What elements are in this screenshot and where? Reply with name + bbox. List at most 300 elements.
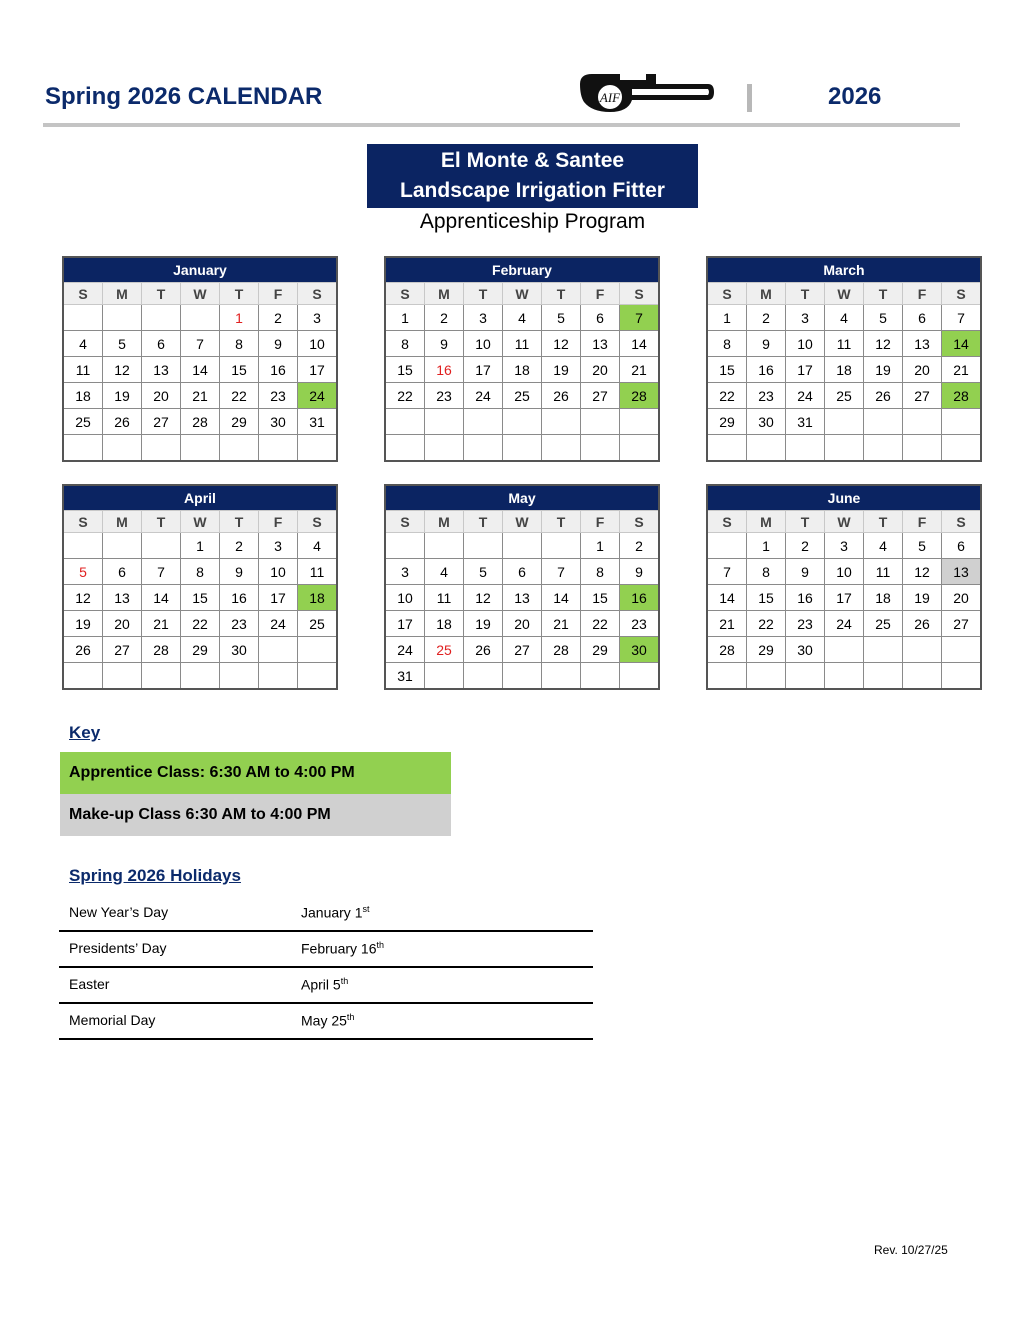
month-calendar-june <box>706 484 982 690</box>
empty-day-cell <box>903 409 942 435</box>
weekday-header: T <box>542 283 581 305</box>
empty-day-cell <box>747 663 786 690</box>
day-cell: 16 <box>786 585 825 611</box>
day-cell: 19 <box>63 611 103 637</box>
day-cell: 14 <box>707 585 747 611</box>
holiday-row <box>59 968 593 1004</box>
day-cell: 11 <box>825 331 864 357</box>
holiday-name: New Year’s Day <box>69 904 169 920</box>
day-cell: 28 <box>542 637 581 663</box>
empty-day-cell <box>142 305 181 331</box>
class-day-cell: 18 <box>298 585 338 611</box>
day-cell: 12 <box>864 331 903 357</box>
empty-day-cell <box>747 435 786 462</box>
day-cell: 4 <box>864 533 903 559</box>
program-location: El Monte & Santee <box>440 149 625 172</box>
day-cell: 15 <box>181 585 220 611</box>
day-cell: 4 <box>425 559 464 585</box>
weekday-header: T <box>142 511 181 533</box>
day-cell: 5 <box>903 533 942 559</box>
empty-day-cell <box>864 663 903 690</box>
month-calendar-march <box>706 256 982 462</box>
day-cell: 2 <box>747 305 786 331</box>
month-calendar-january <box>62 256 338 462</box>
day-cell: 1 <box>385 305 425 331</box>
key-apprentice-class: Apprentice Class: 6:30 AM to 4:00 PM <box>60 752 451 794</box>
day-cell: 19 <box>542 357 581 383</box>
day-cell: 11 <box>425 585 464 611</box>
day-cell: 18 <box>425 611 464 637</box>
week-row <box>707 305 981 331</box>
program-title-box <box>367 144 698 208</box>
day-cell: 19 <box>864 357 903 383</box>
day-cell: 16 <box>747 357 786 383</box>
day-cell: 20 <box>142 383 181 409</box>
weekday-header: T <box>786 283 825 305</box>
day-cell: 20 <box>103 611 142 637</box>
day-cell: 25 <box>864 611 903 637</box>
day-cell: 2 <box>220 533 259 559</box>
empty-day-cell <box>464 533 503 559</box>
day-cell: 17 <box>825 585 864 611</box>
header-year: 2026 <box>828 83 882 110</box>
pipe-wrench-logo <box>576 70 716 121</box>
day-cell: 10 <box>259 559 298 585</box>
empty-day-cell <box>298 637 338 663</box>
holiday-day-cell: 1 <box>220 305 259 331</box>
day-cell: 17 <box>259 585 298 611</box>
empty-day-cell <box>825 435 864 462</box>
week-row <box>385 585 659 611</box>
day-cell: 31 <box>298 409 338 435</box>
weekday-header: M <box>425 511 464 533</box>
weekday-header: S <box>620 283 660 305</box>
day-cell: 30 <box>786 637 825 663</box>
date-ordinal-suffix: st <box>362 904 370 914</box>
day-cell: 21 <box>181 383 220 409</box>
day-cell: 23 <box>425 383 464 409</box>
day-cell: 11 <box>63 357 103 383</box>
date-ordinal-suffix: th <box>376 940 384 950</box>
week-row <box>63 331 337 357</box>
day-cell: 12 <box>464 585 503 611</box>
empty-day-cell <box>425 533 464 559</box>
day-cell: 14 <box>181 357 220 383</box>
holiday-name: Easter <box>69 976 110 992</box>
day-cell: 25 <box>503 383 542 409</box>
month-calendar-february <box>384 256 660 462</box>
day-cell: 29 <box>581 637 620 663</box>
day-cell: 20 <box>942 585 982 611</box>
week-row <box>63 409 337 435</box>
day-cell: 11 <box>503 331 542 357</box>
weekday-header: T <box>864 283 903 305</box>
day-cell: 12 <box>903 559 942 585</box>
day-cell: 13 <box>142 357 181 383</box>
week-row <box>385 305 659 331</box>
day-cell: 21 <box>707 611 747 637</box>
empty-day-cell <box>620 663 660 690</box>
empty-day-cell <box>864 637 903 663</box>
week-row <box>707 533 981 559</box>
day-cell: 24 <box>825 611 864 637</box>
day-cell: 8 <box>181 559 220 585</box>
weekday-header: T <box>220 283 259 305</box>
day-cell: 29 <box>707 409 747 435</box>
day-cell: 21 <box>620 357 660 383</box>
empty-day-cell <box>142 435 181 462</box>
empty-day-cell <box>181 435 220 462</box>
holiday-date: February 16th <box>301 940 384 957</box>
class-day-cell: 24 <box>298 383 338 409</box>
date-ordinal-suffix: th <box>340 976 349 986</box>
empty-day-cell <box>259 435 298 462</box>
week-row <box>385 611 659 637</box>
empty-day-cell <box>825 637 864 663</box>
week-row <box>63 637 337 663</box>
empty-day-cell <box>864 435 903 462</box>
empty-day-cell <box>142 533 181 559</box>
day-cell: 27 <box>581 383 620 409</box>
class-day-cell: 28 <box>942 383 982 409</box>
day-cell: 23 <box>259 383 298 409</box>
program-subtitle: Apprenticeship Program <box>419 210 646 233</box>
empty-day-cell <box>786 435 825 462</box>
week-row <box>63 383 337 409</box>
weekday-header: S <box>385 511 425 533</box>
empty-day-cell <box>63 533 103 559</box>
month-name: May <box>385 485 659 511</box>
weekday-header: W <box>181 283 220 305</box>
day-cell: 7 <box>142 559 181 585</box>
weekday-header: S <box>298 283 338 305</box>
day-cell: 10 <box>464 331 503 357</box>
svg-text:AIF: AIF <box>599 90 621 105</box>
weekday-header: T <box>542 511 581 533</box>
day-cell: 12 <box>63 585 103 611</box>
month-calendar-april <box>62 484 338 690</box>
week-row <box>63 533 337 559</box>
empty-day-cell <box>385 435 425 462</box>
weekday-header: M <box>103 283 142 305</box>
empty-day-cell <box>425 409 464 435</box>
day-cell: 15 <box>220 357 259 383</box>
week-row <box>63 357 337 383</box>
class-day-cell: 7 <box>620 305 660 331</box>
week-row <box>707 435 981 462</box>
month-name: March <box>707 257 981 283</box>
day-cell: 23 <box>747 383 786 409</box>
day-cell: 11 <box>298 559 338 585</box>
empty-day-cell <box>259 663 298 690</box>
day-cell: 26 <box>103 409 142 435</box>
day-cell: 30 <box>747 409 786 435</box>
day-cell: 27 <box>103 637 142 663</box>
class-day-cell: 28 <box>620 383 660 409</box>
day-cell: 6 <box>503 559 542 585</box>
empty-day-cell <box>103 305 142 331</box>
day-cell: 15 <box>747 585 786 611</box>
holiday-day-cell: 25 <box>425 637 464 663</box>
day-cell: 29 <box>747 637 786 663</box>
day-cell: 16 <box>259 357 298 383</box>
empty-day-cell <box>942 409 982 435</box>
weekday-header: F <box>259 511 298 533</box>
day-cell: 14 <box>542 585 581 611</box>
empty-day-cell <box>581 409 620 435</box>
day-cell: 29 <box>220 409 259 435</box>
class-day-cell: 16 <box>620 585 660 611</box>
holiday-date: April 5th <box>301 976 349 993</box>
day-cell: 5 <box>864 305 903 331</box>
empty-day-cell <box>864 409 903 435</box>
empty-day-cell <box>181 305 220 331</box>
weekday-header: S <box>63 283 103 305</box>
day-cell: 20 <box>903 357 942 383</box>
empty-day-cell <box>786 663 825 690</box>
weekday-header: S <box>707 511 747 533</box>
empty-day-cell <box>825 663 864 690</box>
week-row <box>63 611 337 637</box>
empty-day-cell <box>103 663 142 690</box>
day-cell: 23 <box>220 611 259 637</box>
day-cell: 30 <box>220 637 259 663</box>
empty-day-cell <box>425 435 464 462</box>
day-cell: 1 <box>707 305 747 331</box>
day-cell: 1 <box>581 533 620 559</box>
week-row <box>63 435 337 462</box>
day-cell: 9 <box>220 559 259 585</box>
empty-day-cell <box>620 409 660 435</box>
weekday-header: T <box>464 511 503 533</box>
empty-day-cell <box>464 435 503 462</box>
day-cell: 24 <box>464 383 503 409</box>
day-cell: 8 <box>220 331 259 357</box>
weekday-header: S <box>63 511 103 533</box>
week-row <box>63 663 337 690</box>
weekday-header: S <box>707 283 747 305</box>
class-day-cell: 30 <box>620 637 660 663</box>
weekday-header: T <box>220 511 259 533</box>
date-ordinal-suffix: th <box>346 1012 355 1022</box>
day-cell: 19 <box>464 611 503 637</box>
week-row <box>63 559 337 585</box>
week-row <box>707 611 981 637</box>
day-cell: 26 <box>542 383 581 409</box>
holiday-day-cell: 16 <box>425 357 464 383</box>
empty-day-cell <box>63 435 103 462</box>
empty-day-cell <box>385 533 425 559</box>
weekday-header: S <box>298 511 338 533</box>
weekday-header: W <box>503 511 542 533</box>
day-cell: 28 <box>707 637 747 663</box>
day-cell: 27 <box>503 637 542 663</box>
empty-day-cell <box>707 435 747 462</box>
month-name: February <box>385 257 659 283</box>
day-cell: 2 <box>620 533 660 559</box>
weekday-header: F <box>581 511 620 533</box>
empty-day-cell <box>581 663 620 690</box>
day-cell: 22 <box>385 383 425 409</box>
day-cell: 1 <box>181 533 220 559</box>
day-cell: 21 <box>942 357 982 383</box>
day-cell: 7 <box>707 559 747 585</box>
day-cell: 26 <box>864 383 903 409</box>
day-cell: 8 <box>747 559 786 585</box>
week-row <box>385 663 659 690</box>
day-cell: 28 <box>142 637 181 663</box>
week-row <box>707 585 981 611</box>
holidays-heading: Spring 2026 Holidays <box>69 866 241 885</box>
day-cell: 13 <box>503 585 542 611</box>
weekday-header: T <box>786 511 825 533</box>
day-cell: 5 <box>542 305 581 331</box>
day-cell: 26 <box>464 637 503 663</box>
day-cell: 7 <box>181 331 220 357</box>
weekday-header: F <box>903 511 942 533</box>
empty-day-cell <box>464 409 503 435</box>
week-row <box>385 357 659 383</box>
day-cell: 22 <box>747 611 786 637</box>
empty-day-cell <box>942 637 982 663</box>
day-cell: 22 <box>181 611 220 637</box>
holiday-name: Presidents’ Day <box>69 940 167 956</box>
day-cell: 4 <box>825 305 864 331</box>
day-cell: 17 <box>298 357 338 383</box>
day-cell: 23 <box>786 611 825 637</box>
empty-day-cell <box>942 663 982 690</box>
week-row <box>707 637 981 663</box>
weekday-header: W <box>181 511 220 533</box>
key-makeup-class: Make-up Class 6:30 AM to 4:00 PM <box>60 794 451 836</box>
day-cell: 5 <box>103 331 142 357</box>
day-cell: 3 <box>385 559 425 585</box>
day-cell: 22 <box>581 611 620 637</box>
day-cell: 9 <box>747 331 786 357</box>
day-cell: 18 <box>503 357 542 383</box>
day-cell: 1 <box>747 533 786 559</box>
day-cell: 13 <box>581 331 620 357</box>
day-cell: 10 <box>298 331 338 357</box>
week-row <box>707 663 981 690</box>
day-cell: 17 <box>385 611 425 637</box>
weekday-header: M <box>103 511 142 533</box>
day-cell: 8 <box>581 559 620 585</box>
day-cell: 10 <box>825 559 864 585</box>
day-cell: 24 <box>259 611 298 637</box>
day-cell: 19 <box>903 585 942 611</box>
day-cell: 10 <box>385 585 425 611</box>
day-cell: 3 <box>259 533 298 559</box>
week-row <box>63 585 337 611</box>
day-cell: 31 <box>786 409 825 435</box>
day-cell: 24 <box>385 637 425 663</box>
empty-day-cell <box>825 409 864 435</box>
day-cell: 6 <box>103 559 142 585</box>
day-cell: 21 <box>142 611 181 637</box>
weekday-header: M <box>747 283 786 305</box>
day-cell: 21 <box>542 611 581 637</box>
day-cell: 16 <box>220 585 259 611</box>
weekday-header: S <box>942 283 982 305</box>
month-name: April <box>63 485 337 511</box>
day-cell: 7 <box>942 305 982 331</box>
day-cell: 9 <box>425 331 464 357</box>
empty-day-cell <box>259 637 298 663</box>
class-day-cell: 14 <box>942 331 982 357</box>
empty-day-cell <box>503 409 542 435</box>
empty-day-cell <box>103 533 142 559</box>
empty-day-cell <box>942 435 982 462</box>
empty-day-cell <box>542 409 581 435</box>
day-cell: 14 <box>142 585 181 611</box>
day-cell: 30 <box>259 409 298 435</box>
weekday-header: W <box>503 283 542 305</box>
empty-day-cell <box>298 435 338 462</box>
weekday-header: T <box>142 283 181 305</box>
page-title: Spring 2026 CALENDAR <box>45 83 323 110</box>
day-cell: 27 <box>142 409 181 435</box>
day-cell: 22 <box>220 383 259 409</box>
day-cell: 2 <box>259 305 298 331</box>
week-row <box>63 305 337 331</box>
day-cell: 7 <box>542 559 581 585</box>
empty-day-cell <box>503 435 542 462</box>
day-cell: 6 <box>581 305 620 331</box>
day-cell: 18 <box>63 383 103 409</box>
holiday-date: May 25th <box>301 1012 355 1029</box>
empty-day-cell <box>542 435 581 462</box>
header-rule <box>43 123 960 127</box>
day-cell: 8 <box>707 331 747 357</box>
week-row <box>385 383 659 409</box>
day-cell: 6 <box>903 305 942 331</box>
week-row <box>385 559 659 585</box>
day-cell: 9 <box>620 559 660 585</box>
day-cell: 2 <box>425 305 464 331</box>
weekday-header: S <box>385 283 425 305</box>
empty-day-cell <box>103 435 142 462</box>
weekday-header: T <box>464 283 503 305</box>
weekday-header: F <box>903 283 942 305</box>
empty-day-cell <box>220 435 259 462</box>
empty-day-cell <box>581 435 620 462</box>
day-cell: 10 <box>786 331 825 357</box>
day-cell: 25 <box>825 383 864 409</box>
day-cell: 27 <box>903 383 942 409</box>
day-cell: 6 <box>942 533 982 559</box>
day-cell: 15 <box>385 357 425 383</box>
day-cell: 25 <box>63 409 103 435</box>
month-name: June <box>707 485 981 511</box>
key-heading: Key <box>69 723 101 742</box>
week-row <box>385 331 659 357</box>
day-cell: 23 <box>620 611 660 637</box>
day-cell: 19 <box>103 383 142 409</box>
day-cell: 12 <box>542 331 581 357</box>
empty-day-cell <box>142 663 181 690</box>
weekday-header: F <box>259 283 298 305</box>
holiday-row <box>59 932 593 968</box>
holiday-name: Memorial Day <box>69 1012 156 1028</box>
weekday-header: M <box>747 511 786 533</box>
empty-day-cell <box>298 663 338 690</box>
month-name: January <box>63 257 337 283</box>
empty-day-cell <box>220 663 259 690</box>
empty-day-cell <box>464 663 503 690</box>
day-cell: 13 <box>903 331 942 357</box>
week-row <box>707 383 981 409</box>
